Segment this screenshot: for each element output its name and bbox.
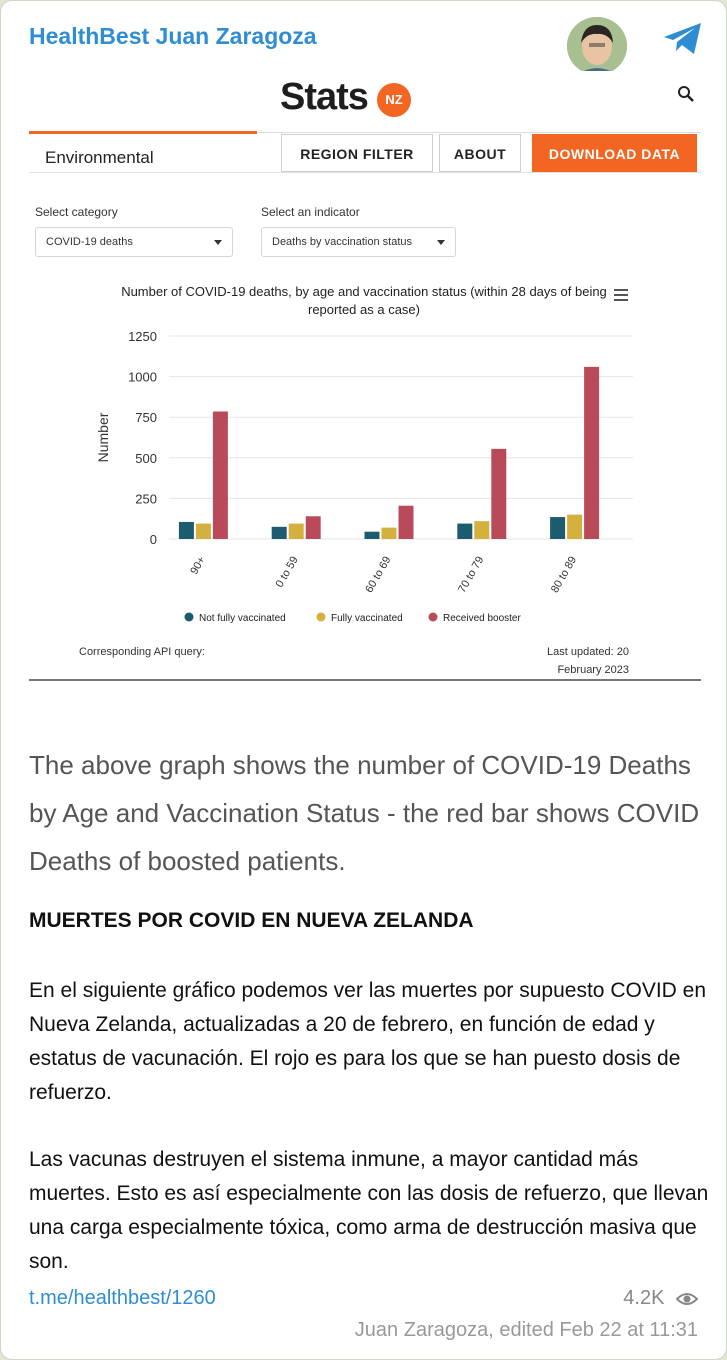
divider: [257, 132, 701, 133]
post-description: The above graph shows the number of COVID-19 Deaths by Age and Vaccination Status - the red bar shows COVID Deaths of boosted patients.: [29, 750, 700, 876]
legend-marker: [317, 613, 326, 622]
y-tick-label: 1000: [128, 369, 157, 385]
bar-fully-vaccinated: [382, 528, 397, 539]
bar-not-fully-vaccinated: [179, 522, 194, 539]
post-link[interactable]: t.me/healthbest/1260: [29, 1287, 216, 1309]
post-heading: MUERTES POR COVID EN NUEVA ZELANDA: [29, 909, 474, 932]
view-count-value: 4.2K: [623, 1287, 665, 1309]
divider: [29, 679, 701, 681]
legend-label: Received booster: [443, 613, 521, 624]
x-tick-label: 60 to 69: [363, 554, 394, 595]
region-filter-button[interactable]: REGION FILTER: [281, 134, 433, 172]
avatar[interactable]: [567, 17, 627, 75]
y-tick-label: 0: [149, 532, 157, 547]
channel-name[interactable]: HealthBest Juan Zaragoza: [29, 23, 317, 49]
legend-label: Not fully vaccinated: [199, 613, 286, 624]
x-tick-label: 80 to 89: [548, 554, 580, 595]
bar-received-booster: [213, 412, 228, 539]
api-query-label: Corresponding API query:: [79, 646, 205, 658]
y-tick-label: 750: [135, 410, 157, 426]
indicator-select[interactable]: [261, 227, 456, 257]
bar-received-booster: [491, 449, 506, 539]
y-tick-label: 1250: [128, 329, 157, 344]
last-updated: Last updated: 20 February 2023: [547, 646, 629, 676]
category-value: COVID-19 deaths: [46, 236, 133, 248]
chevron-down-icon: [437, 240, 445, 245]
y-axis-label: Number: [95, 412, 111, 463]
divider: [29, 172, 701, 173]
bar-fully-vaccinated: [196, 524, 211, 539]
category-select[interactable]: [35, 227, 233, 257]
bar-received-booster: [306, 516, 321, 539]
bar-received-booster: [584, 367, 599, 539]
bar-fully-vaccinated: [474, 521, 489, 539]
statsnz-logo: Stats: [280, 76, 368, 118]
indicator-value: Deaths by vaccination status: [272, 236, 413, 248]
indicator-label: Select an indicator: [261, 205, 360, 219]
bar-not-fully-vaccinated: [272, 527, 287, 539]
eye-icon: [676, 1291, 698, 1307]
bar-not-fully-vaccinated: [365, 532, 380, 539]
view-count: [623, 1287, 698, 1310]
x-tick-label: 70 to 79: [456, 554, 487, 595]
post-meta: Juan Zaragoza, edited Feb 22 at 11:31: [354, 1319, 698, 1341]
y-tick-label: 500: [135, 450, 157, 466]
nz-badge: NZ: [377, 83, 411, 117]
about-button[interactable]: ABOUT: [439, 134, 521, 172]
category-label: Select category: [35, 205, 118, 219]
legend-marker: [429, 613, 438, 622]
post-paragraph-2: Las vacunas destruyen el sistema inmune, a mayor cantidad más muertes. Esto es así especialmente con las dosis de refuerzo, que llevan una carga especialmente tóxica, como arma de destrucción masiva que son.: [29, 1148, 709, 1273]
bar-fully-vaccinated: [289, 524, 304, 539]
chart-menu-icon[interactable]: [614, 289, 628, 304]
bar-fully-vaccinated: [567, 515, 582, 539]
legend-marker: [185, 613, 194, 622]
download-data-button[interactable]: DOWNLOAD DATA: [532, 134, 697, 172]
chevron-down-icon: [214, 240, 222, 245]
chart-title: Number of COVID-19 deaths, by age and vaccination status (within 28 days of being reported as a case): [121, 284, 607, 317]
telegram-share-icon[interactable]: [662, 21, 704, 57]
statsnz-screenshot: [29, 71, 701, 683]
y-tick-label: 250: [135, 491, 157, 507]
bar-not-fully-vaccinated: [550, 517, 565, 539]
legend-label: Fully vaccinated: [331, 613, 403, 624]
x-tick-label: 90+: [188, 554, 208, 577]
post-paragraph-1: En el siguiente gráfico podemos ver las muertes por supuesto COVID en Nueva Zelanda, actualizadas a 20 de febrero, en función de edad y estatus de vacunación. El rojo es para los que se han puesto dosis de refuerzo.: [29, 979, 707, 1104]
section-title: Environmental: [45, 148, 154, 167]
bar-received-booster: [399, 506, 414, 539]
x-tick-label: 0 to 59: [273, 554, 301, 590]
bar-not-fully-vaccinated: [457, 524, 472, 539]
bar-chart: [29, 311, 701, 631]
search-icon[interactable]: [677, 85, 695, 103]
active-tab-indicator: [29, 131, 257, 134]
